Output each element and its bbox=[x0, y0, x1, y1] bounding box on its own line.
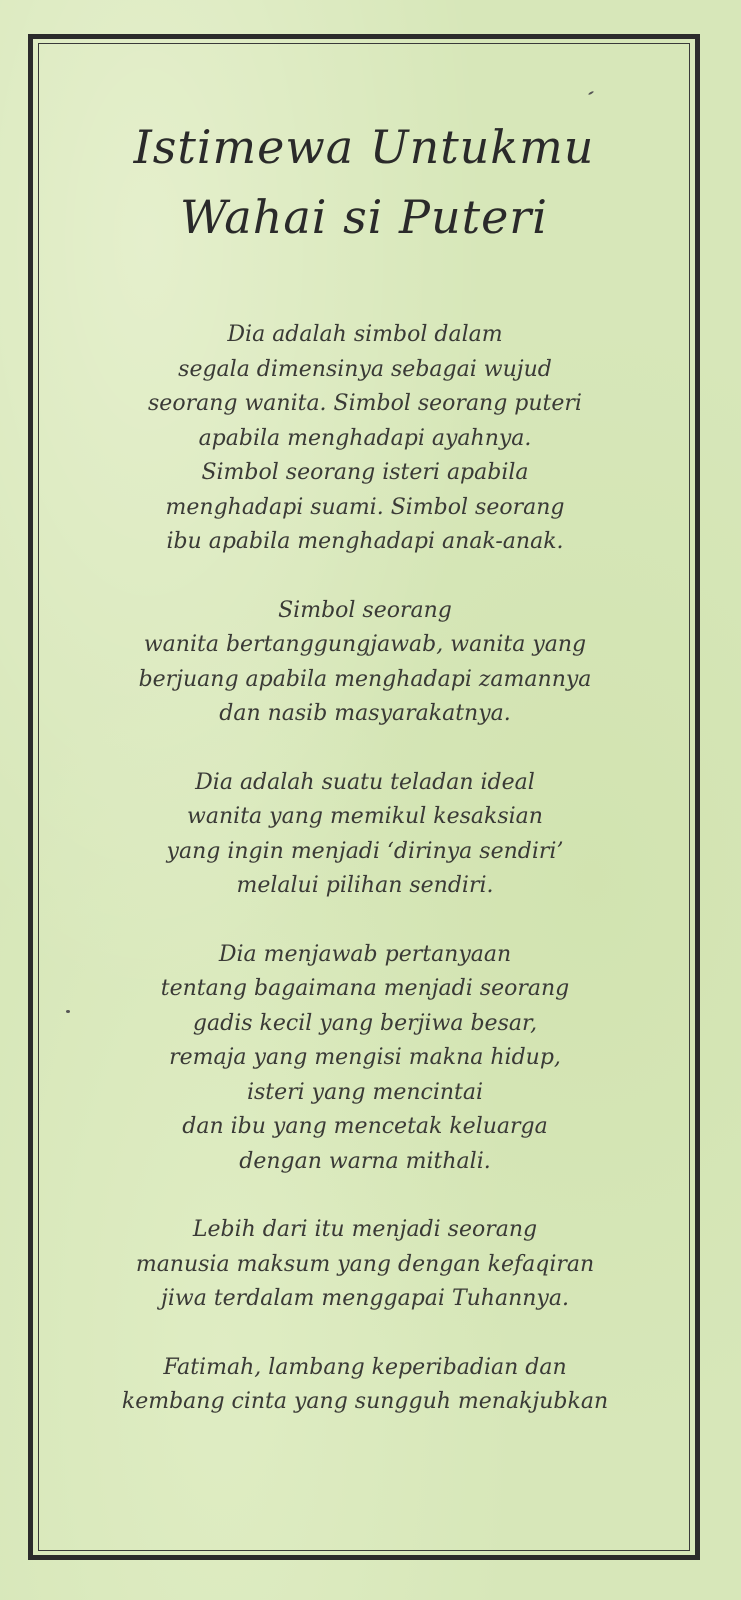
text-line: gadis kecil yang berjiwa besar, bbox=[192, 1010, 538, 1036]
paragraph bbox=[60, 318, 670, 560]
text-line: kembang cinta yang sungguh menakjubkan bbox=[121, 1389, 609, 1414]
paragraph bbox=[60, 1213, 670, 1317]
title-line-1: Istimewa Untukmu bbox=[133, 120, 595, 174]
text-line: jiwa terdalam menggapai Tuhannya. bbox=[161, 1286, 569, 1311]
text-line: isteri yang mencintai bbox=[246, 1079, 484, 1105]
paragraph bbox=[60, 938, 670, 1180]
paragraph bbox=[60, 594, 670, 732]
text-line: wanita bertanggungjawab, wanita yang bbox=[143, 632, 587, 657]
text-line: dan nasib masyarakatnya. bbox=[219, 701, 511, 726]
text-line: melalui pilihan sendiri. bbox=[236, 873, 494, 898]
text-line: dengan warna mithali. bbox=[239, 1148, 491, 1174]
text-line: ibu apabila menghadapi anak-anak. bbox=[166, 529, 564, 554]
text-line: berjuang apabila menghadapi zamannya bbox=[138, 666, 592, 692]
paragraph bbox=[60, 1351, 670, 1420]
text-line: yang ingin menjadi ‘dirinya sendiri’ bbox=[166, 838, 564, 864]
text-line: menghadapi suami. Simbol seorang bbox=[165, 494, 565, 520]
title-line-2: Wahai si Puteri bbox=[179, 190, 549, 244]
text-line: remaja yang mengisi makna hidup, bbox=[169, 1045, 561, 1070]
text-line: seorang wanita. Simbol seorang puteri bbox=[148, 391, 582, 416]
text-line: Dia menjawab pertanyaan bbox=[218, 941, 512, 967]
text-line: tentang bagaimana menjadi seorang bbox=[160, 976, 570, 1001]
poem-body bbox=[60, 318, 670, 1454]
text-line: Dia adalah suatu teladan ideal bbox=[195, 769, 535, 795]
paper-speck bbox=[66, 1010, 70, 1013]
text-line: wanita yang memikul kesaksian bbox=[187, 804, 543, 829]
text-line: Lebih dari itu menjadi seorang bbox=[192, 1217, 538, 1242]
text-line: Simbol seorang isteri apabila bbox=[201, 460, 529, 485]
text-line: dan ibu yang mencetak keluarga bbox=[182, 1114, 548, 1139]
text-line: manusia maksum yang dengan kefaqiran bbox=[135, 1251, 595, 1277]
text-line: Simbol seorang bbox=[278, 597, 452, 623]
text-line: Fatimah, lambang keperibadian dan bbox=[163, 1354, 567, 1380]
paragraph bbox=[60, 766, 670, 904]
text-line: Dia adalah simbol dalam bbox=[227, 322, 503, 347]
text-line: segala dimensinya sebagai wujud bbox=[178, 356, 552, 382]
text-line: apabila menghadapi ayahnya. bbox=[198, 425, 532, 451]
